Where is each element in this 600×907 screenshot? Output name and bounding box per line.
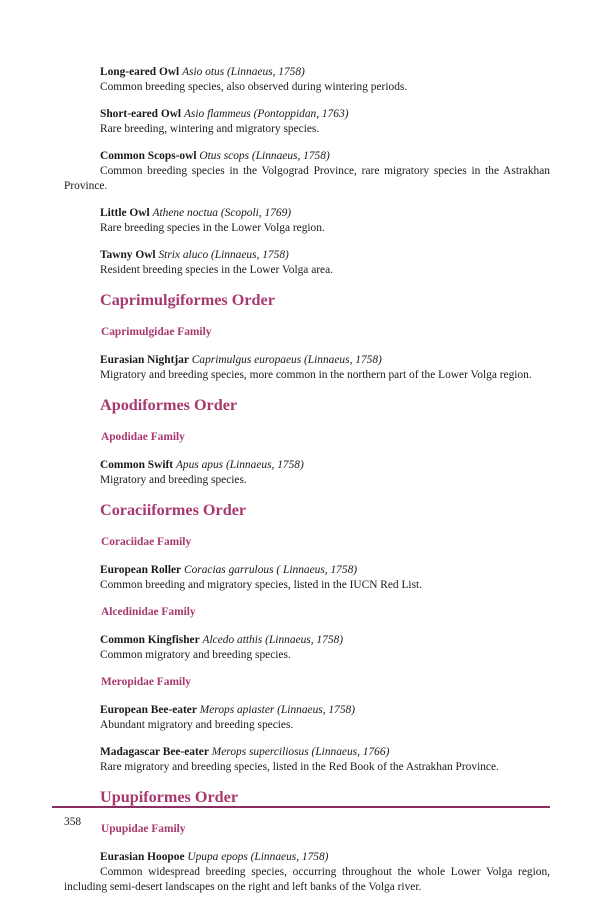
common-name: European Roller	[100, 564, 182, 576]
species-description: Abundant migratory and breeding species.	[100, 719, 294, 731]
species-description: Common breeding and migratory species, listed in the IUCN Red List.	[100, 579, 423, 591]
latin-name: Caprimulgus europaeus (Linnaeus, 1758)	[191, 354, 382, 366]
species-description: Migratory and breeding species, more common in the northern part of the Lower Volga region.	[100, 369, 532, 381]
common-name: Eurasian Hoopoe	[100, 851, 185, 863]
species-description: Common breeding species, also observed during wintering periods.	[100, 81, 408, 93]
main-content	[64, 65, 550, 907]
species-entry	[64, 458, 550, 488]
species-name-line	[64, 107, 550, 122]
latin-name: Athene noctua (Scopoli, 1769)	[152, 207, 292, 219]
species-name-line	[64, 248, 550, 263]
species-description: Rare breeding species in the Lower Volga region.	[100, 222, 325, 234]
species-name-line	[64, 745, 550, 760]
species-description: Migratory and breeding species.	[100, 474, 247, 486]
latin-name: Merops superciliosus (Linnaeus, 1766)	[211, 746, 390, 758]
family-heading: Coraciidae Family	[101, 536, 192, 548]
latin-name: Merops apiaster (Linnaeus, 1758)	[199, 704, 356, 716]
order-heading: Coraciiformes Order	[100, 501, 247, 519]
species-entry	[64, 745, 550, 775]
species-name-line	[64, 458, 550, 473]
common-name: Common Scops-owl	[100, 150, 197, 162]
common-name: Madagascar Bee-eater	[100, 746, 209, 758]
species-description: Resident breeding species in the Lower Volga area.	[100, 264, 334, 276]
species-name-line	[64, 850, 550, 865]
common-name: Common Kingfisher	[100, 634, 200, 646]
page-number: 358	[64, 816, 82, 828]
species-entry	[64, 206, 550, 236]
common-name: Tawny Owl	[100, 249, 156, 261]
species-entry	[64, 353, 550, 383]
species-entry	[64, 563, 550, 593]
species-entry	[64, 850, 550, 895]
common-name: Little Owl	[100, 207, 150, 219]
common-name: Short-eared Owl	[100, 108, 182, 120]
latin-name: Asio flammeus (Pontoppidan, 1763)	[183, 108, 349, 120]
latin-name: Coracias garrulous ( Linnaeus, 1758)	[183, 564, 358, 576]
species-description: Common breeding species in the Volgograd Province, rare migratory species in the Astrakhan Province.	[64, 165, 550, 192]
family-heading: Alcedinidae Family	[101, 606, 196, 618]
species-name-line	[64, 353, 550, 368]
species-description: Common widespread breeding species, occurring throughout the whole Lower Volga region, including semi-desert landscapes on the right and left banks of the Volga river.	[64, 866, 550, 893]
species-description: Rare migratory and breeding species, listed in the Red Book of the Astrakhan Province.	[100, 761, 499, 773]
species-name-line	[64, 206, 550, 221]
species-name-line	[64, 563, 550, 578]
latin-name: Alcedo atthis (Linnaeus, 1758)	[202, 634, 344, 646]
species-entry	[64, 633, 550, 663]
order-heading: Apodiformes Order	[100, 396, 238, 414]
latin-name: Apus apus (Linnaeus, 1758)	[175, 459, 304, 471]
common-name: Long-eared Owl	[100, 66, 180, 78]
latin-name: Asio otus (Linnaeus, 1758)	[182, 66, 305, 78]
order-heading: Upupiformes Order	[100, 788, 239, 806]
common-name: Common Swift	[100, 459, 174, 471]
family-heading: Caprimulgidae Family	[101, 326, 212, 338]
family-heading: Meropidae Family	[101, 676, 191, 688]
footer-rule	[52, 806, 550, 808]
species-description: Rare breeding, wintering and migratory species.	[100, 123, 320, 135]
species-entry	[64, 703, 550, 733]
species-name-line	[64, 633, 550, 648]
latin-name: Otus scops (Linnaeus, 1758)	[199, 150, 330, 162]
species-entry	[64, 149, 550, 194]
family-heading: Upupidae Family	[101, 823, 186, 835]
common-name: European Bee-eater	[100, 704, 197, 716]
latin-name: Strix aluco (Linnaeus, 1758)	[158, 249, 289, 261]
species-name-line	[64, 703, 550, 718]
latin-name: Upupa epops (Linnaeus, 1758)	[187, 851, 329, 863]
species-entry	[64, 248, 550, 278]
species-entry	[64, 107, 550, 137]
species-description: Common migratory and breeding species.	[100, 649, 291, 661]
species-name-line	[64, 65, 550, 80]
family-heading: Apodidae Family	[101, 431, 185, 443]
order-heading: Caprimulgiformes Order	[100, 291, 275, 309]
species-name-line	[64, 149, 550, 164]
common-name: Eurasian Nightjar	[100, 354, 189, 366]
species-entry	[64, 65, 550, 95]
